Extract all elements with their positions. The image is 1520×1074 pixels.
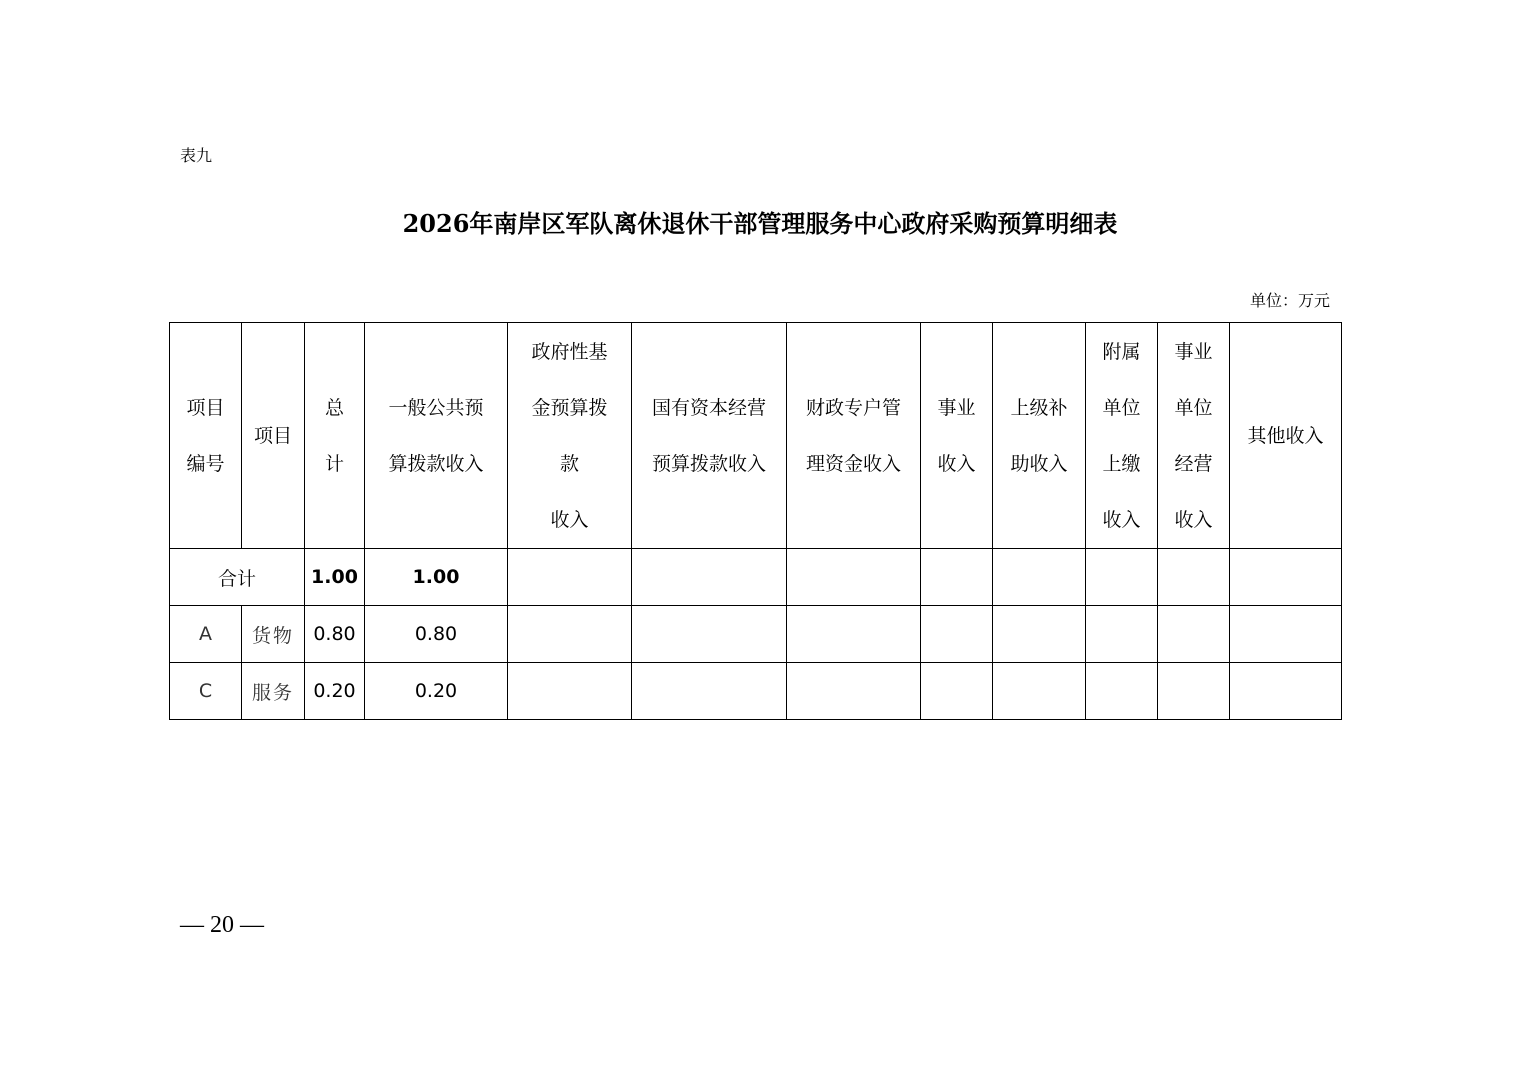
empty-cell: [921, 549, 993, 606]
header-line: 政府性基: [531, 340, 608, 363]
header-line: 单位: [1174, 396, 1213, 419]
empty-cell: [1158, 606, 1230, 663]
header-line: 上缴: [1102, 452, 1141, 475]
header-line: 上级补: [1010, 396, 1068, 419]
empty-cell: [993, 606, 1086, 663]
header-affiliated-turnover: [1086, 323, 1158, 549]
header-line: 金预算拨: [531, 396, 608, 419]
item-general-public: 0.80: [365, 606, 508, 663]
header-state-capital: [632, 323, 787, 549]
item-name: 服务: [242, 663, 305, 720]
item-total: 0.80: [305, 606, 365, 663]
empty-cell: [1086, 663, 1158, 720]
header-line: 国有资本经营: [651, 396, 766, 419]
header-general-public: [365, 323, 508, 549]
header-other-income: [1230, 323, 1342, 549]
empty-cell: [993, 663, 1086, 720]
empty-cell: [508, 606, 632, 663]
header-line: 款: [559, 452, 579, 475]
header-line: 事业: [937, 396, 976, 419]
empty-cell: [787, 549, 921, 606]
item-code: A: [170, 606, 242, 663]
header-line: 收入: [937, 452, 976, 475]
header-line: 事业: [1174, 340, 1213, 363]
header-superior-subsidy: [993, 323, 1086, 549]
table-row: [170, 606, 1342, 663]
total-row: [170, 549, 1342, 606]
header-line: 收入: [550, 508, 589, 531]
empty-cell: [1086, 606, 1158, 663]
header-gov-fund: [508, 323, 632, 549]
empty-cell: [921, 606, 993, 663]
header-line: 其他收入: [1247, 424, 1324, 447]
header-line: 收入: [1174, 508, 1213, 531]
item-general-public: 0.20: [365, 663, 508, 720]
empty-cell: [508, 549, 632, 606]
empty-cell: [921, 663, 993, 720]
procurement-budget-table: [169, 322, 1342, 720]
header-business-income: [921, 323, 993, 549]
empty-cell: [787, 663, 921, 720]
item-name: 货物: [242, 606, 305, 663]
page-number: — 20 —: [180, 912, 264, 938]
header-line: 预算拨款收入: [651, 452, 766, 475]
header-line: 理资金收入: [805, 452, 901, 475]
header-line: 算拨款收入: [388, 452, 484, 475]
empty-cell: [787, 606, 921, 663]
header-line: 单位: [1102, 396, 1141, 419]
header-line: 经营: [1174, 452, 1213, 475]
header-line: 计: [324, 452, 344, 475]
header-row: [170, 323, 1342, 549]
page-title: 2026年南岸区军队离休退休干部管理服务中心政府采购预算明细表: [402, 209, 1118, 238]
header-line: 财政专户管: [805, 396, 901, 419]
table-label: 表九: [180, 146, 213, 165]
unit-note: 单位：万元: [1249, 291, 1330, 310]
total-general-public: 1.00: [365, 549, 508, 606]
empty-cell: [1230, 606, 1342, 663]
empty-cell: [1230, 663, 1342, 720]
total-value: 1.00: [305, 549, 365, 606]
header-line: 总: [324, 396, 344, 419]
empty-cell: [1158, 663, 1230, 720]
empty-cell: [632, 606, 787, 663]
empty-cell: [1230, 549, 1342, 606]
empty-cell: [1086, 549, 1158, 606]
header-line: 编号: [186, 452, 225, 475]
header-business-operation: [1158, 323, 1230, 549]
item-code: C: [170, 663, 242, 720]
empty-cell: [632, 663, 787, 720]
table-row: [170, 663, 1342, 720]
empty-cell: [993, 549, 1086, 606]
item-total: 0.20: [305, 663, 365, 720]
total-label: 合计: [170, 549, 305, 606]
empty-cell: [1158, 549, 1230, 606]
header-item: [242, 323, 305, 549]
empty-cell: [508, 663, 632, 720]
header-line: 一般公共预: [388, 396, 484, 419]
header-line: 项目: [186, 396, 225, 419]
header-line: 助收入: [1010, 452, 1068, 475]
header-line: 项目: [253, 424, 292, 447]
header-total: [305, 323, 365, 549]
header-item-code: [170, 323, 242, 549]
header-line: 附属: [1102, 340, 1141, 363]
header-fiscal-special: [787, 323, 921, 549]
header-line: 收入: [1102, 508, 1141, 531]
empty-cell: [632, 549, 787, 606]
